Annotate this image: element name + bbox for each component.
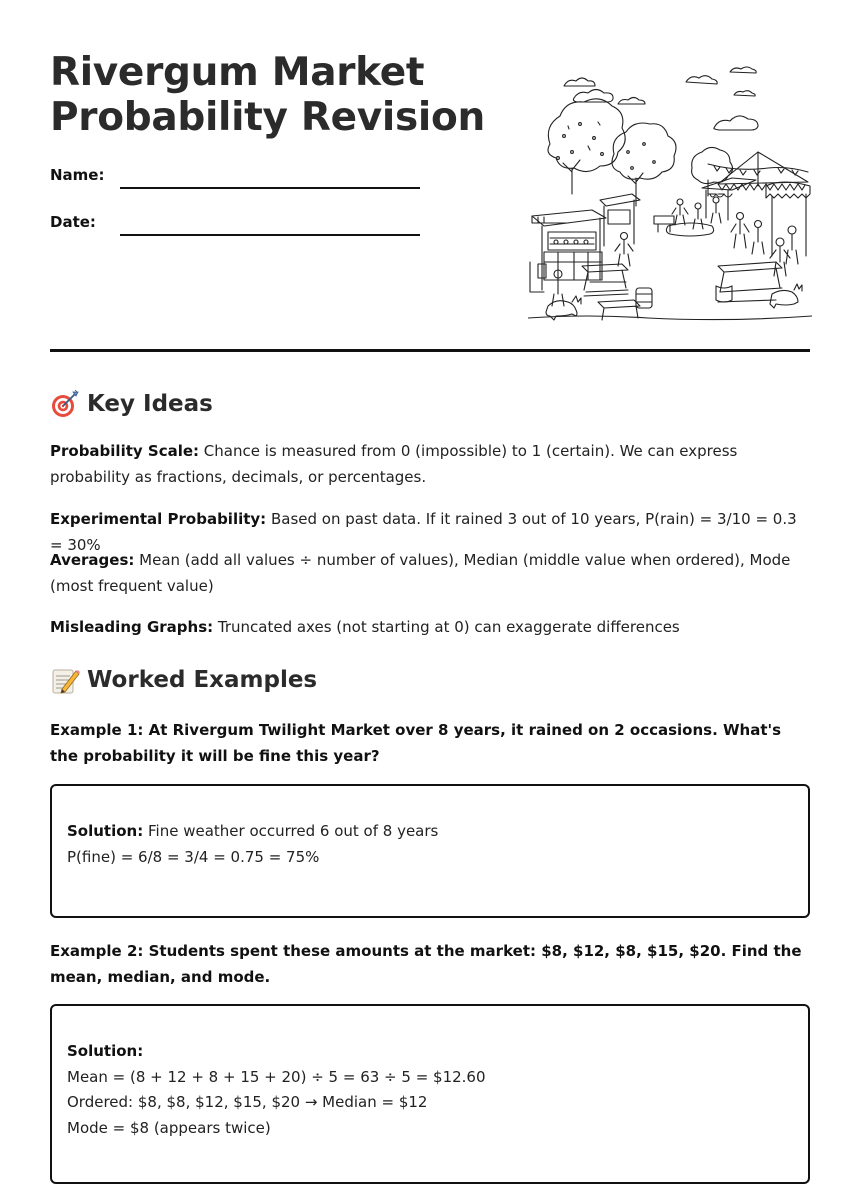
example-1-solution-line	[67, 819, 793, 845]
memo-emoji-icon	[50, 665, 80, 695]
example-2-solution-box	[50, 1004, 810, 1184]
key-ideas-heading	[50, 389, 213, 419]
solution-text: Fine weather occurred 6 out of 8 years	[143, 822, 439, 840]
key-idea-misleading-graphs	[50, 614, 810, 640]
solution-label: Solution:	[67, 822, 144, 840]
solution-label: Solution:	[67, 1042, 144, 1060]
example-2-solution-step: Mean = (8 + 12 + 8 + 15 + 20) ÷ 5 = 63 ÷ 5 = $12.60	[67, 1067, 486, 1086]
header-divider	[50, 349, 810, 352]
page-title	[50, 50, 510, 140]
key-ideas-title: Key Ideas	[87, 391, 213, 417]
key-idea-text: Based on past data. If it rained 3 out of 10 years, P(rain) = 3/10 = 0.3 = 30%	[50, 510, 797, 554]
key-idea-text: Mean (add all values ÷ number of values), Median (middle value when ordered), Mode (most frequent value)	[50, 551, 791, 595]
target-emoji-icon	[50, 389, 80, 419]
example-2-question: Example 2: Students spent these amounts at the market: $8, $12, $8, $15, $20. Find the mean, median, and mode.	[50, 942, 802, 986]
market-scene-illustration	[528, 66, 812, 322]
key-idea-averages	[50, 547, 810, 599]
date-field[interactable]	[120, 234, 420, 236]
key-idea-term: Experimental Probability:	[50, 510, 267, 528]
title-line-2: Probability Revision	[50, 95, 485, 140]
key-idea-term: Probability Scale:	[50, 442, 200, 460]
title-line-1: Rivergum Market	[50, 50, 425, 95]
example-2-solution-step: Mode = $8 (appears twice)	[67, 1118, 271, 1137]
name-field[interactable]	[120, 187, 420, 189]
key-idea-probability-scale	[50, 438, 810, 490]
key-idea-term: Misleading Graphs:	[50, 618, 214, 636]
key-idea-term: Averages:	[50, 551, 135, 569]
example-1-solution-box	[50, 784, 810, 918]
example-1-question: Example 1: At Rivergum Twilight Market over 8 years, it rained on 2 occasions. What's the probability it will be fine this year?	[50, 721, 782, 765]
example-2-solution-step: Ordered: $8, $8, $12, $15, $20 → Median = $12	[67, 1093, 428, 1111]
worked-examples-heading	[50, 665, 317, 695]
name-label: Name:	[50, 166, 105, 184]
key-idea-text: Truncated axes (not starting at 0) can exaggerate differences	[213, 618, 680, 636]
worked-examples-title: Worked Examples	[87, 667, 318, 693]
example-1-solution-step: P(fine) = 6/8 = 3/4 = 0.75 = 75%	[67, 847, 320, 866]
key-idea-text: Chance is measured from 0 (impossible) to 1 (certain). We can express probability as fractions, decimals, or percentages.	[50, 442, 738, 486]
date-label: Date:	[50, 213, 96, 231]
